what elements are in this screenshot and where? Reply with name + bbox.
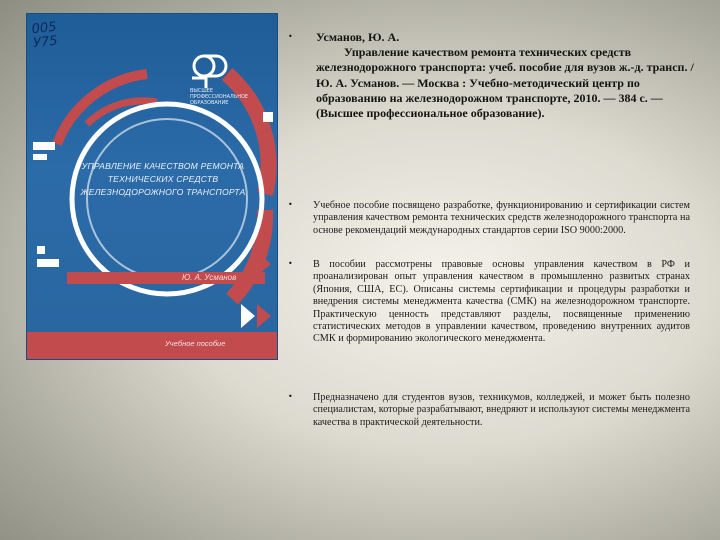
bullet-icon: • (288, 392, 293, 401)
annotation-paragraph-3 (288, 392, 690, 429)
annotation-paragraph-2 (288, 259, 690, 346)
bullet-icon: • (288, 32, 293, 41)
paragraph-text: Учебное пособие посвящено разработке, функционированию и сертификации систем управления качеством ремонта технических средств железнодорожного транспорта на основе рекомендаций международных стандартов серии ISO 9000:2000. (313, 200, 690, 236)
paragraph-text: В пособии рассмотрены правовые основы управления качеством в РФ и проанализирован опыт управления качеством в промышленно развитых странах (Япония, США, ЕС). Описаны системы сертификации и процедуры разработки и внедрения системы менеджмента качества (СМК) на железнодорожном транспорте. Практическую ценность представляют разделы, посвященные применению статистических методов в управлении качеством, проведению внутренних аудитов СМК и формированию экологического менеджмента. (313, 259, 690, 345)
cover-title: УПРАВЛЕНИЕ КАЧЕСТВОМ РЕМОНТА ТЕХНИЧЕСКИХ СРЕДСТВ ЖЕЛЕЗНОДОРОЖНОГО ТРАНСПОРТА (80, 161, 246, 197)
bullet-icon: • (288, 259, 293, 268)
cover-series-label: Учебное пособие (165, 339, 226, 348)
handwritten-note: 005 У75 (30, 19, 59, 52)
book-cover-image (27, 14, 277, 359)
bottom-band (27, 332, 277, 359)
citation-text: Управление качеством ремонта технических средств железнодорожного транспорта: учеб. пособие для вузов ж.-д. трансп. / Ю. А. Усманов. — Москва : Учебно-методический центр по образованию на железнодорожном транспорте, 2010. — 384 с. — (Высшее профессиональное образование). (316, 45, 694, 121)
bullet-icon: • (288, 200, 293, 209)
logo-text: ВЫСШЕЕ ПРОФЕССИОНАЛЬНОЕ ОБРАЗОВАНИЕ (190, 88, 249, 106)
paragraph-text: Предназначено для студентов вузов, техникумов, колледжей, и может быть полезно специалистам, которые разрабатывают, внедряют и используют системы менеджмента качества в практической деятельности. (313, 392, 690, 428)
bibliographic-citation (288, 30, 698, 121)
citation-author: Усманов, Ю. А. (316, 30, 400, 44)
cover-author: Ю. А. Усманов (182, 273, 237, 282)
annotation-paragraph-1 (288, 200, 690, 237)
